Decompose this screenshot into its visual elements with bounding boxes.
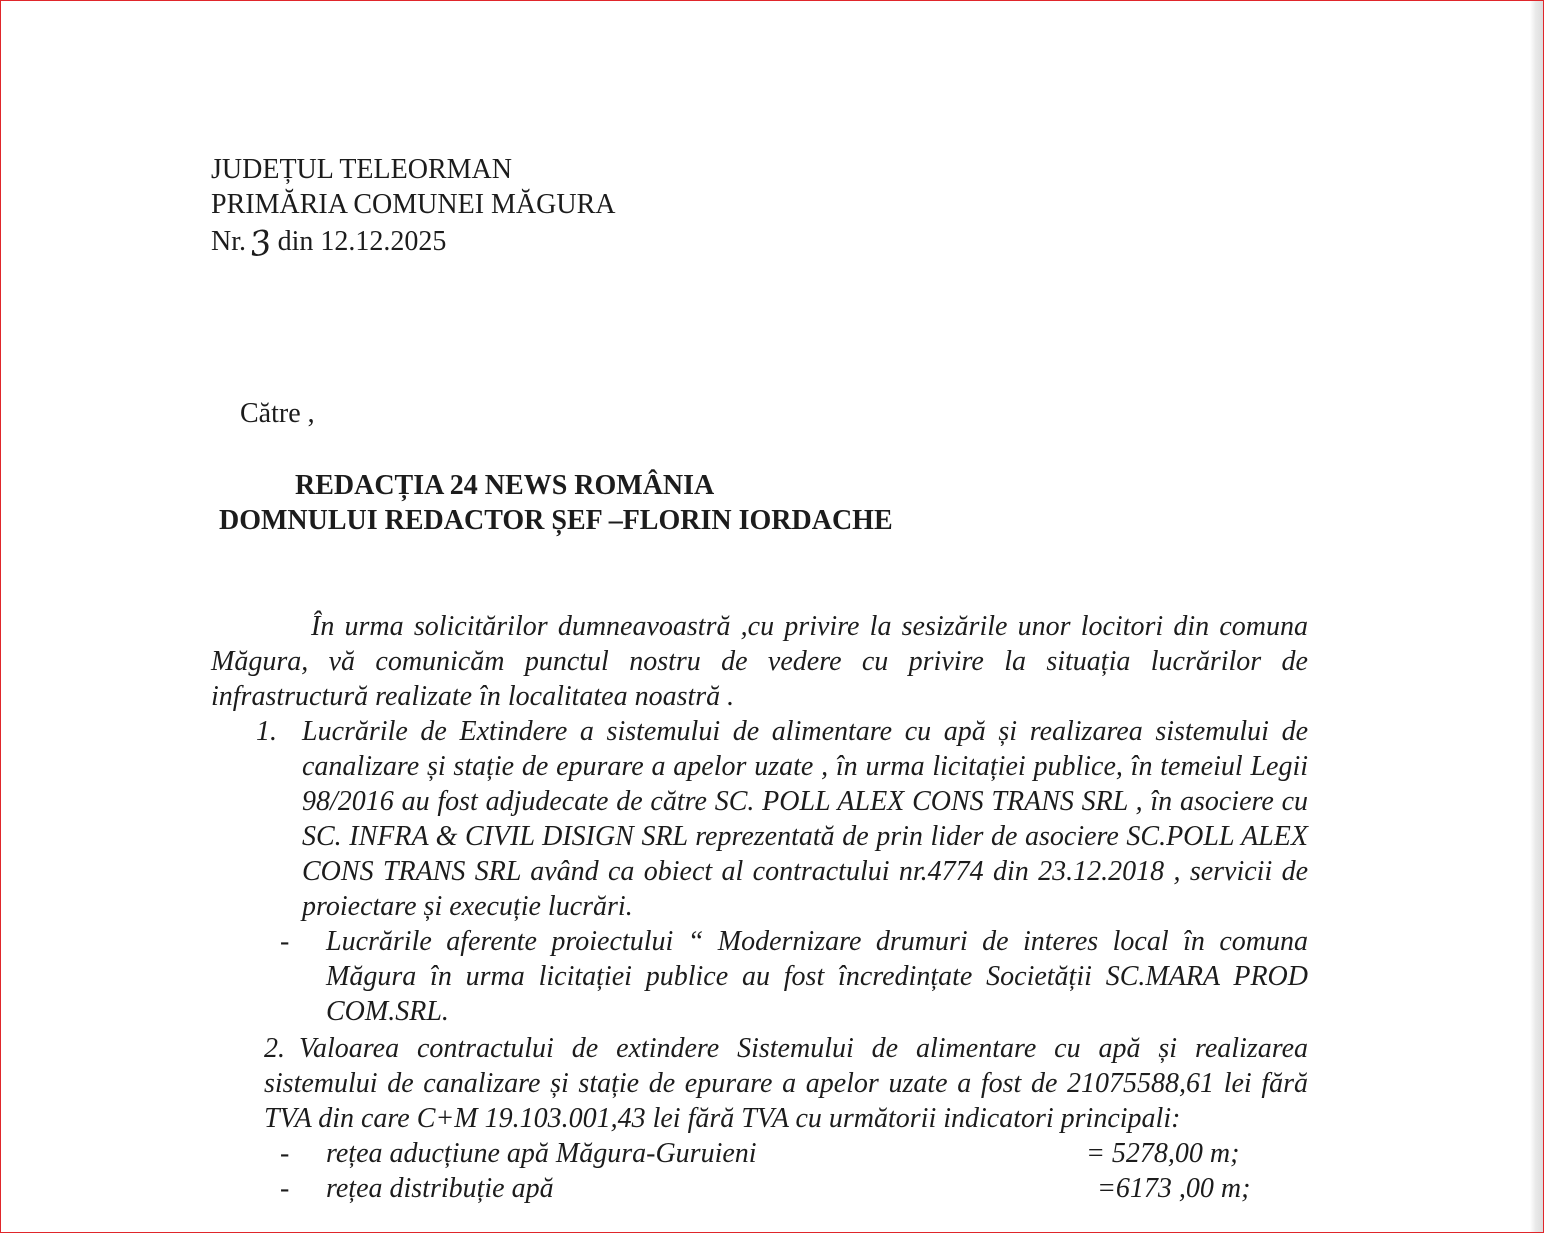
list-item-1-number: 1.: [256, 716, 277, 747]
list-item-2-text: Valoarea contractului de extindere Sistemului de alimentare cu apă și realizarea sistemului de canalizare și stație de epurare a apelor uzate a fost de 21075588,61 lei fără TVA din care C+M 19.103.001,43 lei fără TVA cu următorii indicatori principali:: [264, 1033, 1308, 1134]
recipient-line-1: REDACȚIA 24 NEWS ROMÂNIA: [295, 470, 715, 501]
list-item-1-text: Lucrările de Extindere a sistemului de alimentare cu apă și realizarea sistemului de canalizare și stație de epurare a apelor uzate , în urma licitației publice, în temeiul Legii 98/2016 au fost adjudecate de către SC. POLL ALEX CONS TRANS SRL , în asociere cu SC. INFRA & CIVIL DISIGN SRL reprezentată de prin lider de asociere SC.POLL ALEX CONS TRANS SRL având ca obiect al contractului nr.4774 din 23.12.2018 , servicii de proiectare și execuție lucrări.: [302, 716, 1308, 922]
indicator-row: [211, 1171, 1308, 1206]
registration-date: din 12.12.2025: [277, 226, 447, 257]
list-item-2-number: 2.: [264, 1033, 285, 1064]
list-item-1: [256, 714, 1308, 924]
salutation: Către ,: [240, 398, 315, 429]
sub-list-text: Lucrările aferente proiectului “ Modernizare drumuri de interes local în comuna Măgura în urma licitației publice au fost încredințate Societății SC.MARA PROD COM.SRL.: [326, 926, 1308, 1027]
scan-page-edge: [1530, 1, 1543, 1232]
indicator-label: rețea aducțiune apă Măgura-Guruieni: [326, 1138, 757, 1169]
indicator-dash: -: [280, 1138, 290, 1169]
intro-paragraph: În urma solicitărilor dumneavoastră ,cu privire la sesizările unor locitori din comuna Măgura, vă comunicăm punctul nostru de vedere cu privire la situația lucrărilor de infrastructură realizate în localitatea noastră .: [211, 611, 1308, 712]
indicator-row: [211, 1136, 1308, 1171]
registration-prefix: Nr.: [211, 226, 246, 257]
letter-body: [211, 609, 1308, 1206]
registration-number-handwritten: 3: [247, 222, 275, 266]
registration-line: [211, 222, 615, 266]
county-name: JUDEȚUL TELEORMAN: [211, 154, 512, 185]
sub-list-item: [280, 924, 1308, 1029]
letter-header: [211, 152, 616, 266]
sub-list-dash: -: [280, 926, 290, 957]
indicator-value: = 5278,00 m;: [1086, 1138, 1240, 1169]
indicator-dash: -: [280, 1173, 290, 1204]
recipient-line-2: DOMNULUI REDACTOR ȘEF –FLORIN IORDACHE: [219, 505, 893, 536]
indicator-label: rețea distribuție apă: [326, 1173, 554, 1204]
town-hall-name: PRIMĂRIA COMUNEI MĂGURA: [211, 189, 616, 220]
list-item-2: [264, 1031, 1308, 1136]
indicator-value: =6173 ,00 m;: [1097, 1173, 1251, 1204]
